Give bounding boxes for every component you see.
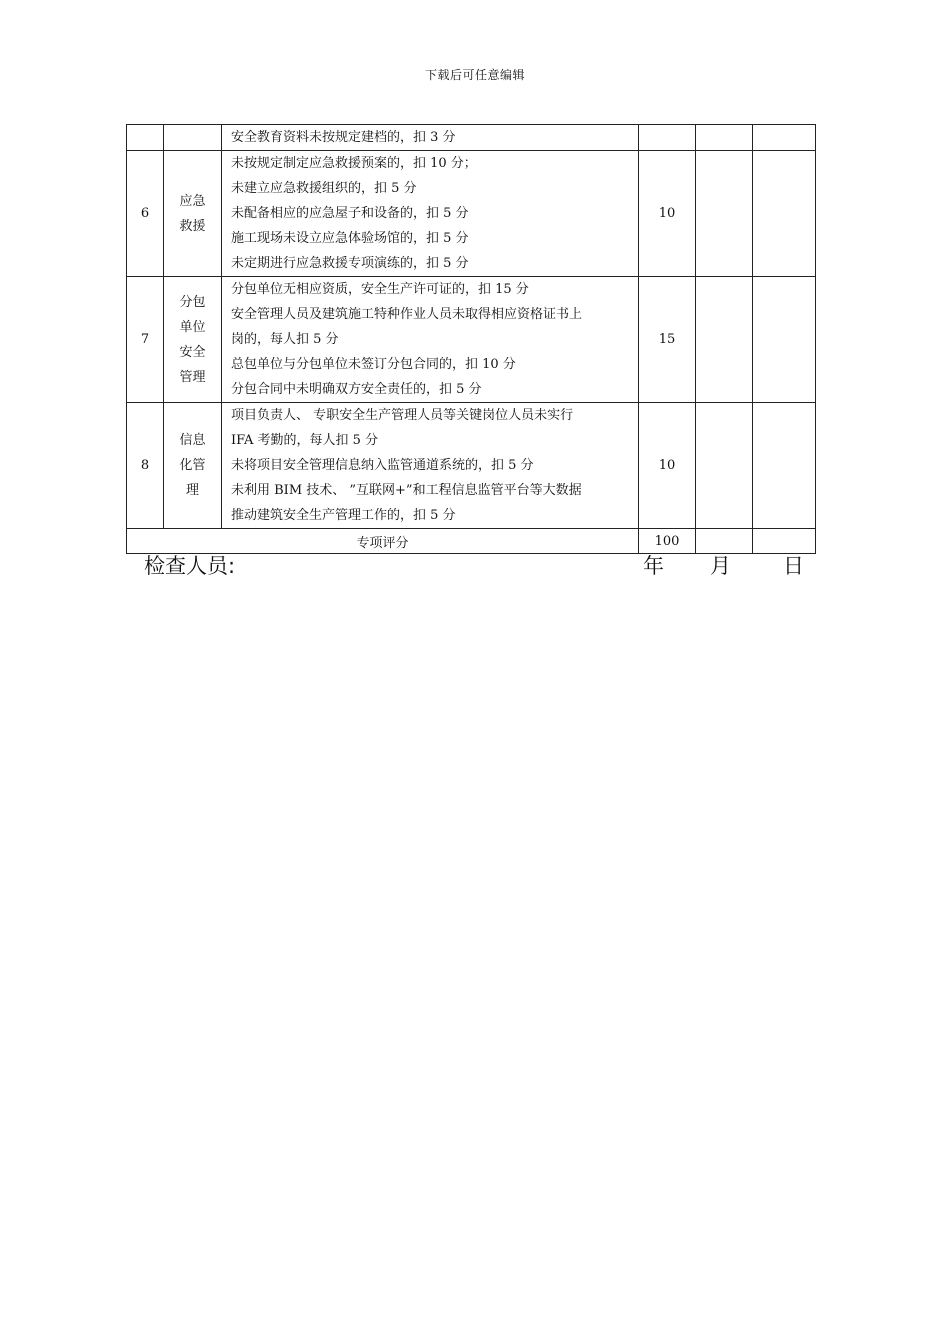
criteria-line: 施工现场未设立应急体验场馆的，扣 5 分	[231, 231, 469, 246]
criteria-line: 分包合同中未明确双方安全责任的，扣 5 分	[231, 382, 482, 397]
actual-score-cell	[753, 403, 816, 529]
criteria-line: 未利用 BIM 技术、 ”互联网+”和工程信息监管平台等大数据	[231, 483, 582, 498]
row-number-cell: 6	[127, 151, 164, 277]
row-number-cell: 7	[127, 277, 164, 403]
score-cell: 10	[639, 403, 696, 529]
category-line: 分包	[179, 294, 206, 310]
category-line: 理	[185, 483, 199, 498]
category-line: 应急	[179, 193, 206, 209]
row-number-cell: 8	[127, 403, 164, 529]
criteria-line: 未定期进行应急救援专项演练的，扣 5 分	[231, 256, 469, 271]
total-score-cell: 100	[639, 529, 696, 554]
criteria-line: 总包单位与分包单位未签订分包合同的，扣 10 分	[231, 357, 516, 372]
category-line: 救援	[179, 218, 206, 234]
category-cell	[164, 277, 222, 403]
criteria-line: 岗的，每人扣 5 分	[231, 332, 339, 347]
row-number-cell	[127, 125, 164, 151]
score-cell: 10	[639, 151, 696, 277]
category-cell	[164, 151, 222, 277]
category-line: 信息	[179, 433, 206, 448]
page-header-note: 下载后可任意编辑	[424, 68, 525, 82]
actual-score-cell	[753, 125, 816, 151]
criteria-cell	[222, 125, 639, 151]
criteria-line: 分包单位无相应资质，安全生产许可证的，扣 15 分	[231, 282, 529, 297]
category-line: 管理	[179, 369, 206, 385]
deduction-cell	[696, 403, 753, 529]
criteria-line: 未将项目安全管理信息纳入监管通道系统的，扣 5 分	[231, 458, 534, 473]
actual-score-cell	[753, 151, 816, 277]
criteria-cell	[222, 277, 639, 403]
table-row-information-management	[127, 403, 816, 529]
criteria-line: 未建立应急救援组织的，扣 5 分	[231, 181, 417, 196]
deduction-cell	[696, 125, 753, 151]
score-cell	[639, 125, 696, 151]
table-row-emergency-rescue	[127, 151, 816, 277]
criteria-line: 未按规定制定应急救援预案的，扣 10 分；	[231, 156, 477, 171]
month-label: 月	[710, 554, 731, 578]
criteria-line: 安全管理人员及建筑施工特种作业人员未取得相应资格证书上	[231, 307, 583, 322]
criteria-line: IFA 考勤的，每人扣 5 分	[231, 433, 379, 448]
category-line: 化管	[179, 458, 206, 473]
criteria-line: 安全教育资料未按规定建档的，扣 3 分	[231, 130, 456, 145]
criteria-line: 推动建筑安全生产管理工作的，扣 5 分	[231, 508, 456, 523]
table-row-subcontractor-safety	[127, 277, 816, 403]
table-row-continued	[127, 125, 816, 151]
year-label: 年	[643, 554, 664, 578]
day-label: 日	[783, 554, 804, 578]
criteria-cell	[222, 151, 639, 277]
inspection-score-table	[126, 124, 816, 554]
total-label-cell: 专项评分	[127, 529, 639, 554]
category-line: 单位	[179, 319, 206, 335]
deduction-cell	[696, 277, 753, 403]
criteria-line: 未配备相应的应急屋子和设备的，扣 5 分	[231, 206, 469, 221]
deduction-cell	[696, 151, 753, 277]
category-line: 安全	[179, 344, 206, 360]
actual-score-cell	[753, 277, 816, 403]
signature-footer	[126, 550, 815, 580]
criteria-cell	[222, 403, 639, 529]
inspector-label: 检查人员:	[144, 554, 236, 578]
score-cell: 15	[639, 277, 696, 403]
criteria-line: 项目负责人、 专职安全生产管理人员等关键岗位人员未实行	[231, 408, 574, 423]
category-cell	[164, 403, 222, 529]
category-cell	[164, 125, 222, 151]
